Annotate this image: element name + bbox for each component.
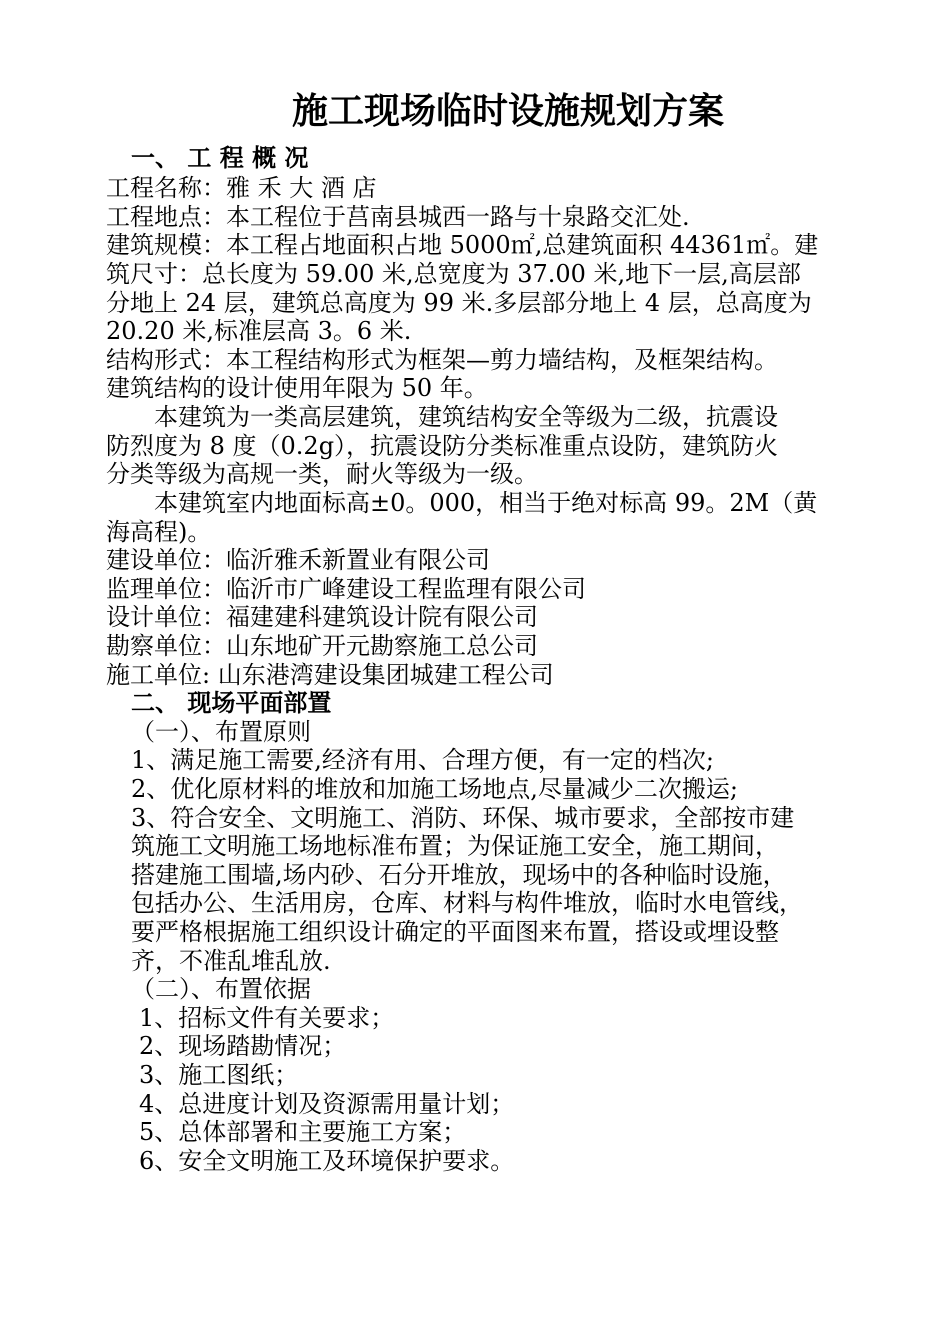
basis-item-6: 6、安全文明施工及环境保护要求。 (139, 1147, 515, 1175)
elevation-paragraph-line-1: 本建筑室内地面标高±0。000，相当于绝对标高 99。2M（黄 (154, 489, 818, 517)
project-location-line: 工程地点：本工程位于莒南县城西一路与十泉路交汇处. (106, 203, 690, 231)
supervision-unit-line: 监理单位：临沂市广峰建设工程监理有限公司 (106, 575, 586, 603)
classification-paragraph-line-2: 防烈度为 8 度（0.2g），抗震设防分类标准重点设防，建筑防火 (106, 432, 779, 460)
layout-basis-heading: （二）、布置依据 (131, 975, 311, 1003)
elevation-paragraph-line-2: 海高程)。 (106, 518, 212, 546)
principle-item-3-line-4: 包括办公、生活用房，仓库、材料与构件堆放，临时水电管线， (131, 889, 803, 917)
principle-item-3-line-5: 要严格根据施工组织设计确定的平面图来布置，搭设或埋设整 (131, 918, 779, 946)
classification-paragraph-line-1: 本建筑为一类高层建筑，建筑结构安全等级为二级，抗震设 (154, 403, 778, 431)
basis-item-2: 2、现场踏勘情况； (139, 1032, 347, 1060)
building-size-line: 筑尺寸：总长度为 59.00 米,总宽度为 37.00 米,地下一层,高层部 (106, 260, 801, 288)
document-title: 施工现场临时设施规划方案 (291, 91, 724, 132)
survey-unit-line: 勘察单位：山东地矿开元勘察施工总公司 (106, 632, 538, 660)
principle-item-3-line-6: 齐，不准乱堆乱放. (131, 947, 331, 975)
building-floors-line: 分地上 24 层，建筑总高度为 99 米.多层部分地上 4 层，总高度为 (106, 289, 812, 317)
principle-item-1: 1、满足施工需要,经济有用、合理方便，有一定的档次; (131, 746, 714, 774)
principle-item-2: 2、优化原材料的堆放和加施工场地点,尽量减少二次搬运; (131, 775, 738, 803)
owner-unit-line: 建设单位：临沂雅禾新置业有限公司 (106, 546, 490, 574)
basis-item-1: 1、招标文件有关要求； (139, 1004, 395, 1032)
building-height-line: 20.20 米,标准层高 3。6 米. (106, 317, 412, 345)
classification-paragraph-line-3: 分类等级为高规一类，耐火等级为一级。 (106, 460, 538, 488)
layout-principles-heading: （一）、布置原则 (131, 718, 311, 746)
section-heading-site-layout: 二、 现场平面部置 (131, 689, 332, 717)
project-name-line: 工程名称：雅 禾 大 酒 店 (106, 174, 377, 202)
principle-item-3-line-3: 搭建施工围墙,场内砂、石分开堆放，现场中的各种临时设施， (131, 861, 787, 889)
building-scale-line: 建筑规模：本工程占地面积占地 5000㎡,总建筑面积 44361㎡。建 (106, 231, 819, 259)
principle-item-3-line-1: 3、符合安全、文明施工、消防、环保、城市要求，全部按市建 (131, 804, 795, 832)
principle-item-3-line-2: 筑施工文明施工场地标准布置；为保证施工安全，施工期间， (131, 832, 779, 860)
section-heading-overview: 一、 工 程 概 况 (131, 144, 309, 172)
basis-item-4: 4、总进度计划及资源需用量计划； (139, 1090, 515, 1118)
design-unit-line: 设计单位：福建建科建筑设计院有限公司 (106, 603, 538, 631)
basis-item-3: 3、施工图纸； (139, 1061, 299, 1089)
basis-item-5: 5、总体部署和主要施工方案； (139, 1118, 467, 1146)
construction-unit-line: 施工单位: 山东港湾建设集团城建工程公司 (106, 661, 554, 689)
design-life-line: 建筑结构的设计使用年限为 50 年。 (106, 374, 488, 402)
structure-form-line: 结构形式：本工程结构形式为框架—剪力墙结构，及框架结构。 (106, 346, 778, 374)
